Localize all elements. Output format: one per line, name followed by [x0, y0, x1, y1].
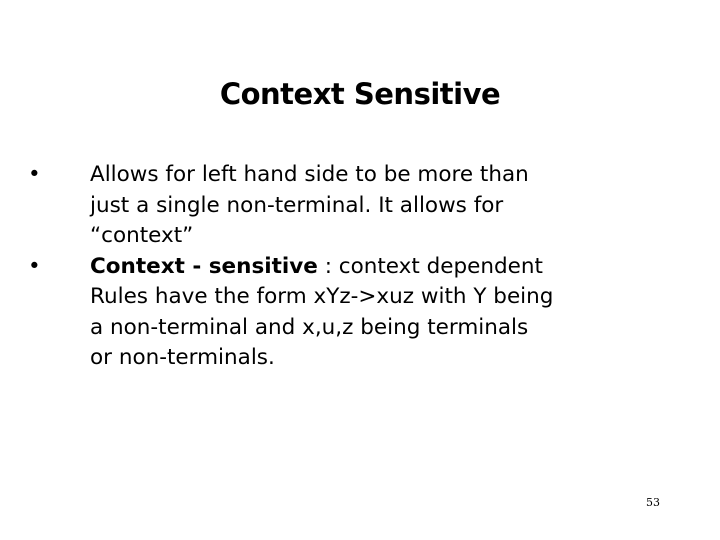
bullet-2-line-2: Rules have the form xYz->xuz with Y being [90, 284, 554, 309]
bullet-text-1 [90, 160, 708, 252]
bullet-1-line-1: Allows for left hand side to be more than [90, 162, 529, 187]
bullet-2-line-1 [90, 252, 708, 283]
bullet-item-2 [28, 252, 708, 374]
bullet-2-term: Context - sensitive [90, 253, 318, 279]
bullet-dot-icon: • [28, 253, 41, 279]
bullet-2-line-4: or non-terminals. [90, 345, 275, 370]
bullet-2-line-3: a non-terminal and x,u,z being terminals [90, 314, 529, 340]
bullet-2-line-1-rest: : context dependent [317, 253, 543, 279]
slide-title: Context Sensitive [219, 77, 501, 111]
bullet-list [28, 160, 708, 374]
bullet-item-1 [28, 160, 708, 252]
bullet-1-line-2: just a single non-terminal. It allows for [90, 192, 504, 218]
page-number: 53 [646, 496, 660, 509]
bullet-1-line-3: “context” [90, 223, 194, 248]
bullet-text-2 [90, 252, 708, 374]
bullet-dot-icon: • [28, 162, 41, 187]
